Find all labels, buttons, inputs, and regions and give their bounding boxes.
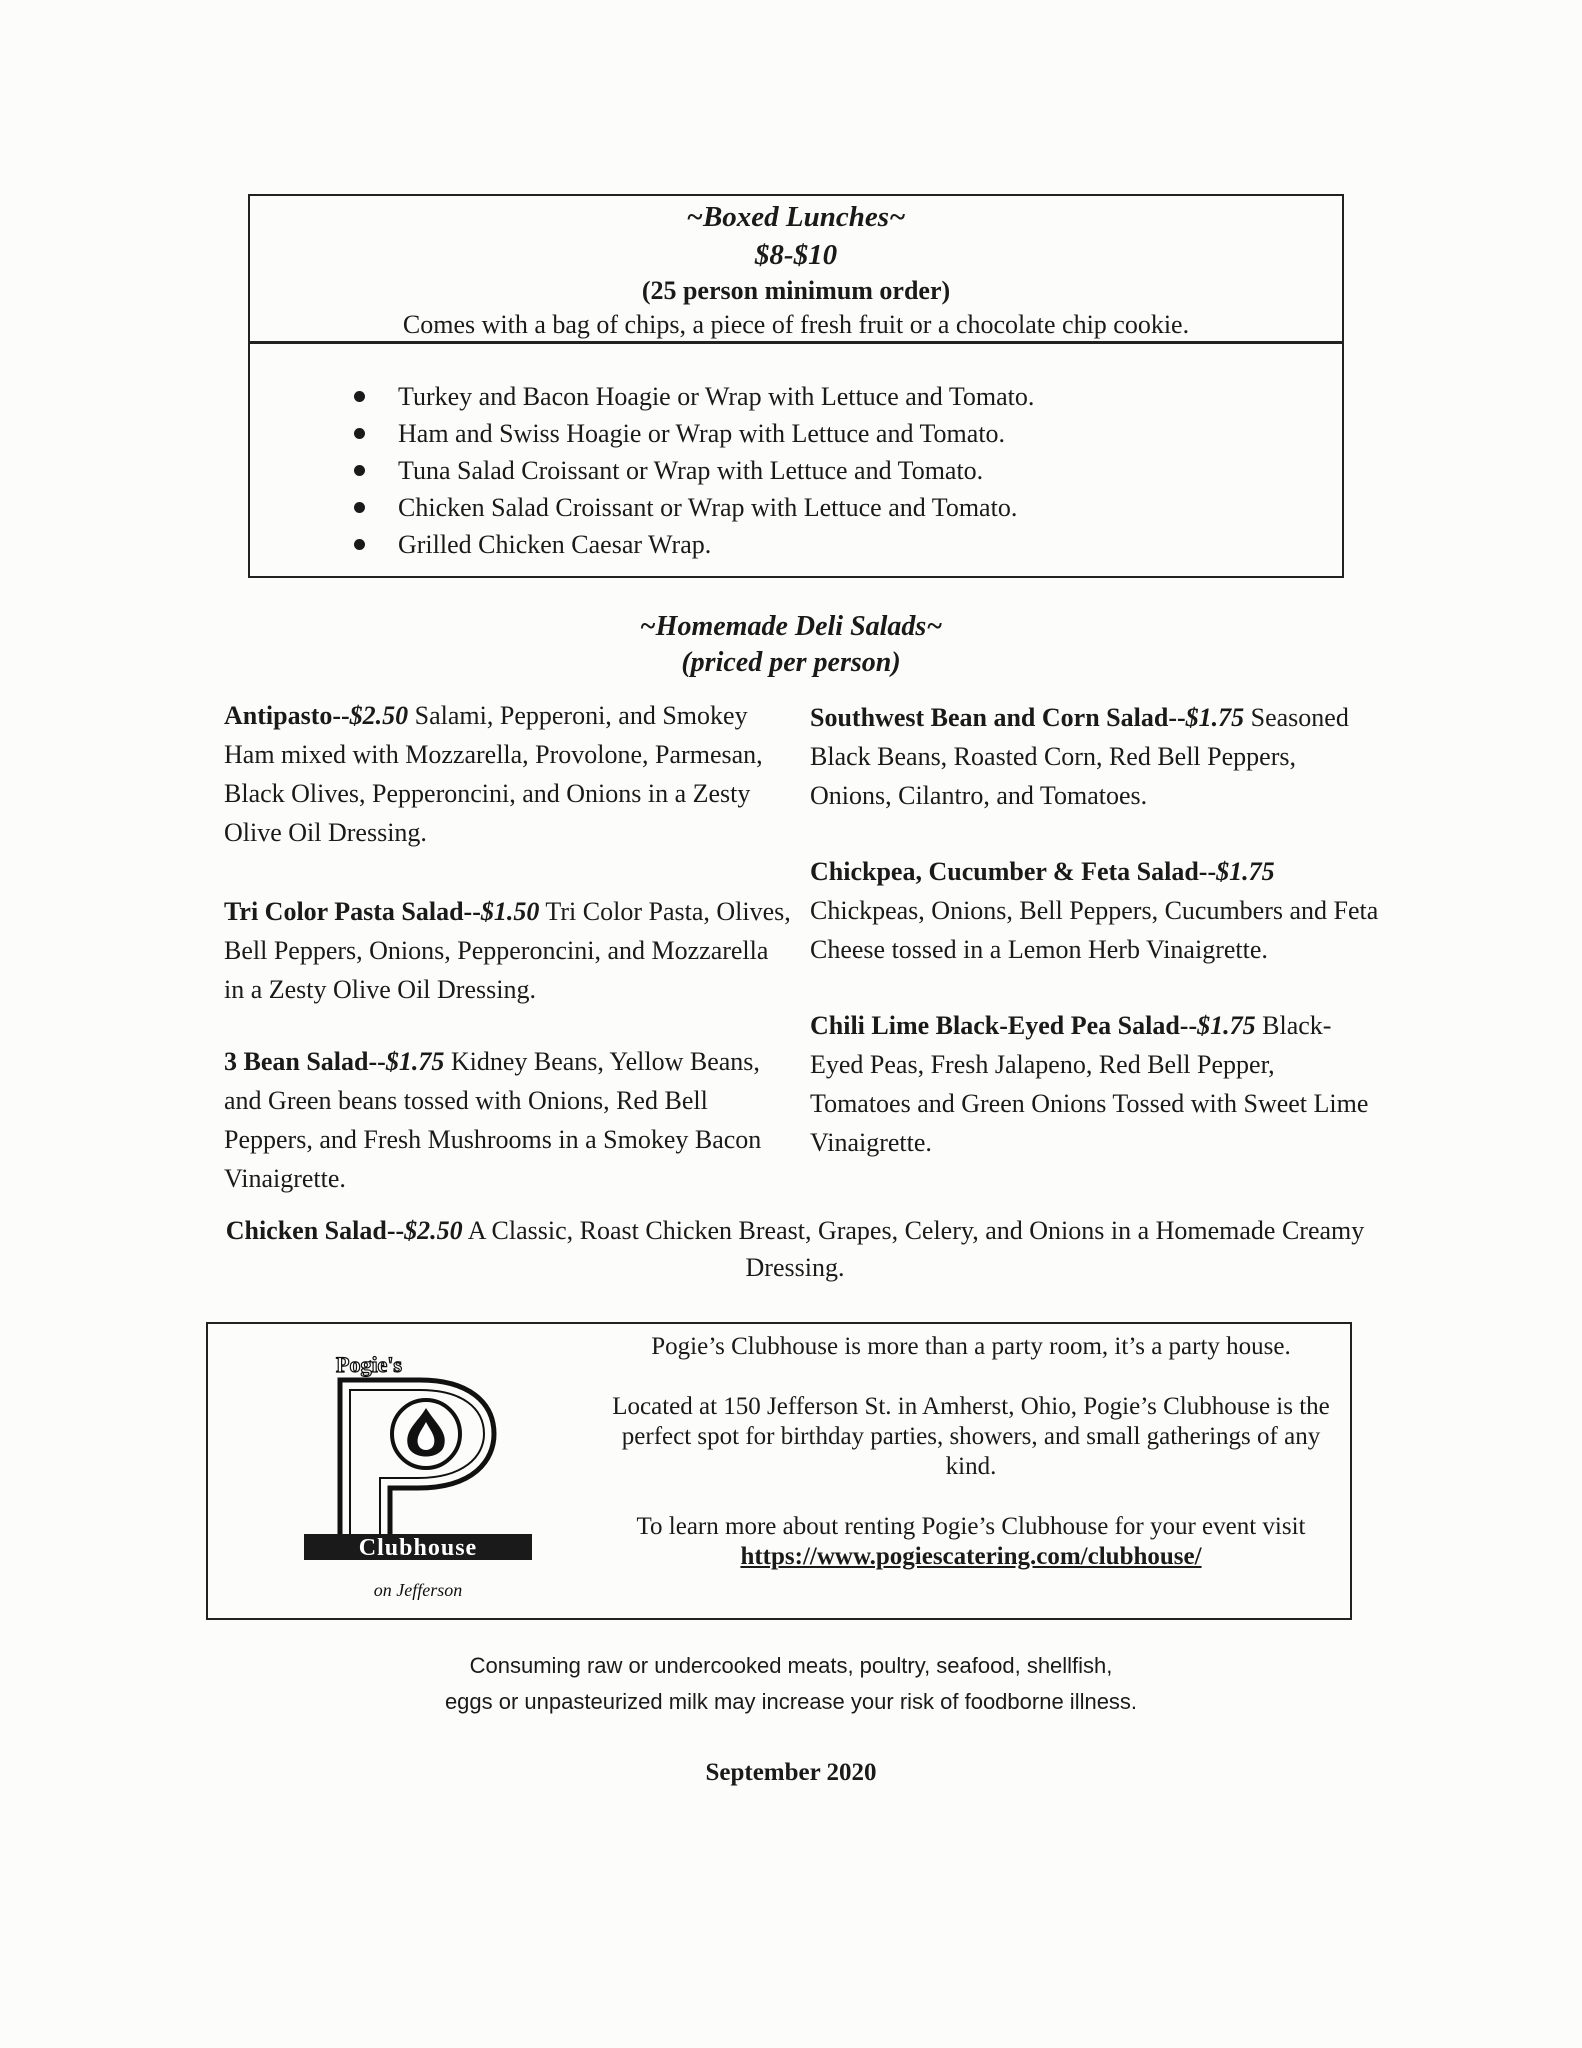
salad-name: Southwest Bean and Corn Salad-- — [810, 703, 1186, 732]
salad-price: $1.75 — [385, 1047, 445, 1076]
menu-date: September 2020 — [705, 1759, 877, 1786]
salad-name: Chili Lime Black-Eyed Pea Salad-- — [810, 1011, 1198, 1040]
salad-description: Chickpeas, Onions, Bell Peppers, Cucumbers and Feta Cheese tossed in a Lemon Herb Vinaigrette. — [810, 896, 1379, 964]
salad-description: Black-Eyed Peas, Fresh Jalapeno, Red Bell Pepper, Tomatoes and Green Onions Tossed with Sweet Lime Vinaigrette. — [810, 1011, 1369, 1157]
bullet-icon — [354, 391, 365, 402]
salad-price: $1.75 — [1197, 1011, 1256, 1040]
list-item — [354, 452, 1342, 489]
salad-price: $1.75 — [1185, 703, 1245, 732]
boxed-lunches-minimum: (25 person minimum order) — [641, 276, 951, 305]
deli-salads-title: ~Homemade Deli Salads~ — [639, 611, 943, 642]
salad-price: $2.50 — [404, 1216, 463, 1245]
list-item — [354, 378, 1342, 415]
bullet-icon — [354, 465, 365, 476]
clubhouse-text — [600, 1332, 1342, 1572]
salad-name: 3 Bean Salad-- — [224, 1047, 386, 1076]
salad-description: Salami, Pepperoni, and Smokey Ham mixed with Mozzarella, Provolone, Parmesan, Black Olives, Pepperoncini, and Onions in a Zesty Olive Oil Dressing. — [224, 701, 763, 847]
boxed-lunches-price: $8-$10 — [754, 239, 838, 271]
salad-description: Seasoned Black Beans, Roasted Corn, Red Bell Peppers, Onions, Cilantro, and Tomatoes. — [810, 703, 1349, 810]
list-item — [354, 415, 1342, 452]
list-item — [354, 489, 1342, 526]
item-text: Turkey and Bacon Hoagie or Wrap with Lettuce and Tomato. — [398, 382, 1035, 411]
salad-name: Tri Color Pasta Salad-- — [224, 897, 481, 926]
boxed-lunches-box — [248, 194, 1344, 578]
boxed-lunches-header — [250, 196, 1342, 344]
logo-mid-text: Clubhouse — [358, 1535, 478, 1561]
item-text: Ham and Swiss Hoagie or Wrap with Lettuce and Tomato. — [398, 419, 1006, 448]
salad-antipasto — [224, 696, 794, 852]
salad-price: $2.50 — [349, 701, 409, 730]
bullet-icon — [354, 428, 365, 439]
salad-description: A Classic, Roast Chicken Breast, Grapes, Celery, and Onions in a Homemade Creamy Dressing. — [462, 1216, 1365, 1282]
salad-tri-color-pasta — [224, 892, 794, 1009]
clubhouse-line-3: To learn more about renting Pogie’s Clubhouse for your event visit — [636, 1513, 1306, 1540]
salad-chicken — [220, 1212, 1370, 1286]
salad-3-bean — [224, 1042, 794, 1198]
logo-top-text: Pogie's — [336, 1352, 402, 1377]
salad-chili-lime-black-eyed-pea — [810, 1006, 1380, 1162]
bullet-icon — [354, 502, 365, 513]
item-text: Tuna Salad Croissant or Wrap with Lettuce and Tomato. — [398, 456, 984, 485]
salad-description: Kidney Beans, Yellow Beans, and Green beans tossed with Onions, Red Bell Peppers, and Fresh Mushrooms in a Smokey Bacon Vinaigrette. — [224, 1047, 762, 1193]
clubhouse-box — [206, 1322, 1352, 1620]
boxed-lunches-list — [250, 344, 1342, 563]
bullet-icon — [354, 539, 365, 550]
clubhouse-line-3-wrap — [600, 1512, 1342, 1572]
deli-salads-subtitle: (priced per person) — [681, 647, 901, 678]
logo-bottom-text: on Jefferson — [373, 1580, 463, 1600]
salad-chickpea-cucumber-feta — [810, 852, 1380, 969]
salad-description: Tri Color Pasta, Olives, Bell Peppers, Onions, Pepperoncini, and Mozzarella in a Zesty Olive Oil Dressing. — [224, 897, 791, 1004]
item-text: Chicken Salad Croissant or Wrap with Lettuce and Tomato. — [398, 493, 1018, 522]
list-item — [354, 526, 1342, 563]
salad-price: $1.75 — [1216, 857, 1275, 886]
boxed-lunches-description: Comes with a bag of chips, a piece of fresh fruit or a chocolate chip cookie. — [402, 310, 1190, 339]
clubhouse-line-1: Pogie’s Clubhouse is more than a party room, it’s a party house. — [651, 1333, 1291, 1360]
food-safety-warning — [0, 1648, 1582, 1720]
salad-name: Antipasto-- — [224, 701, 350, 730]
clubhouse-logo — [298, 1338, 538, 1606]
salad-name: Chicken Salad-- — [225, 1216, 405, 1245]
warning-line-2: eggs or unpasteurized milk may increase your risk of foodborne illness. — [444, 1689, 1138, 1714]
salad-southwest-bean-corn — [810, 698, 1380, 815]
item-text: Grilled Chicken Caesar Wrap. — [398, 530, 712, 559]
warning-line-1: Consuming raw or undercooked meats, poultry, seafood, shellfish, — [469, 1653, 1113, 1678]
salad-name: Chickpea, Cucumber & Feta Salad-- — [810, 857, 1217, 886]
salad-price: $1.50 — [480, 897, 540, 926]
clubhouse-link[interactable]: https://www.pogiescatering.com/clubhouse/ — [740, 1543, 1202, 1570]
boxed-lunches-title: ~Boxed Lunches~ — [686, 201, 906, 233]
clubhouse-line-2: Located at 150 Jefferson St. in Amherst, Ohio, Pogie’s Clubhouse is the perfect spot for birthday parties, showers, and small gatherings of any kind. — [612, 1393, 1330, 1480]
